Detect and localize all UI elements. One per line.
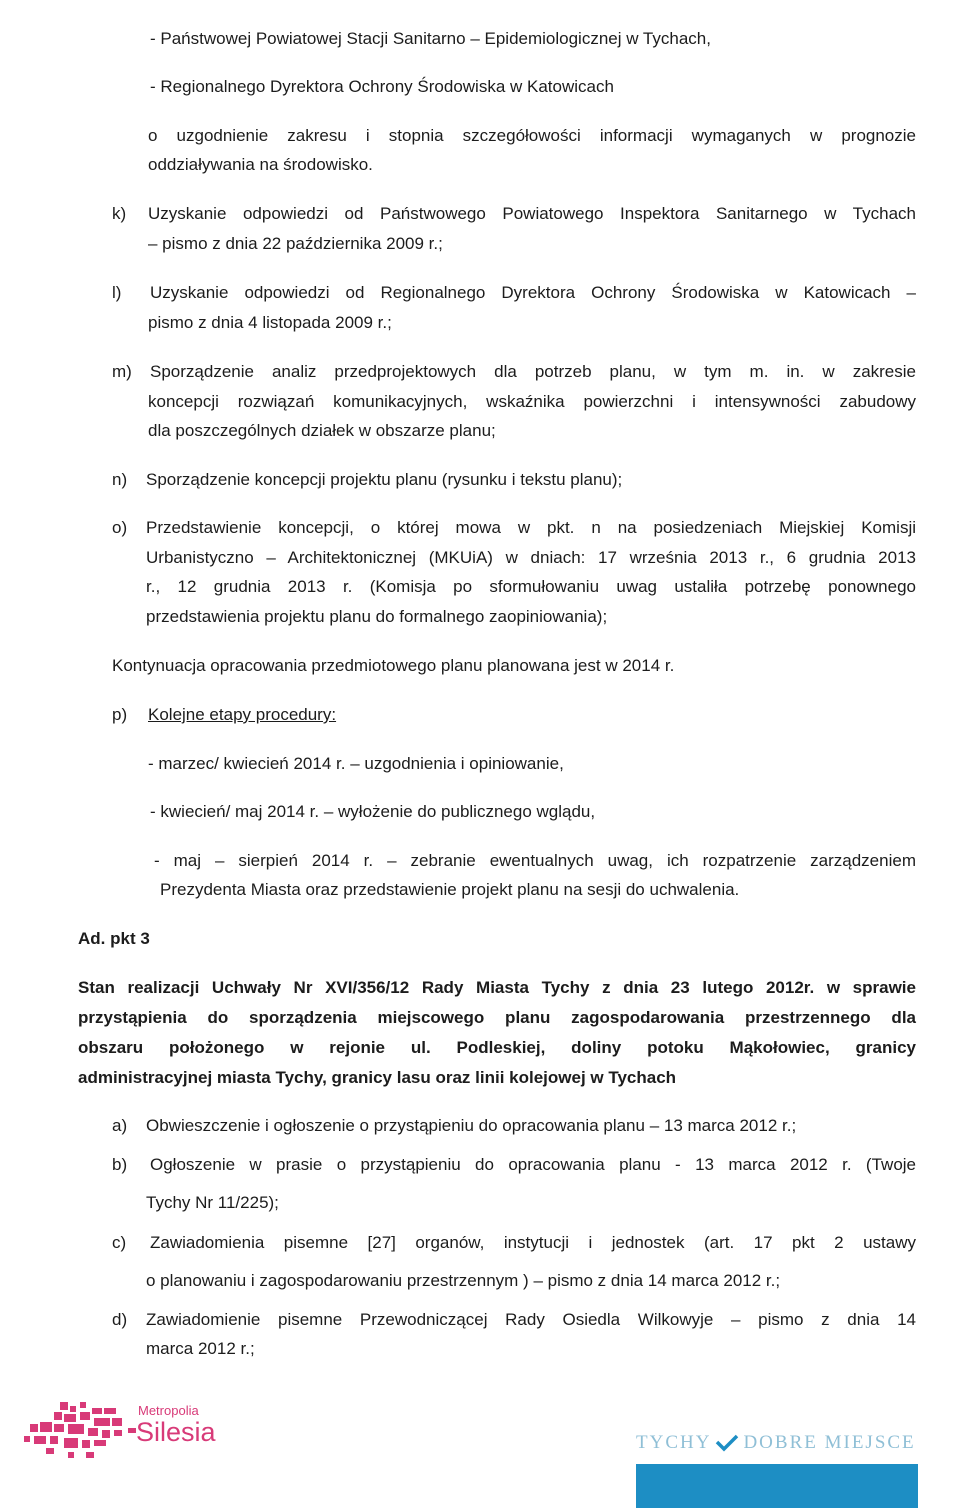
item-label: k) <box>112 204 127 223</box>
item-text: koncepcji rozwiązań komunikacyjnych, wskaźnika powierzchni i intensywności zabudowy <box>148 392 916 411</box>
continuation-text: Kontynuacja opracowania przedmiotowego planu planowana jest w 2014 r. <box>112 656 675 675</box>
item-text: Zawiadomienia pisemne [27] organów, instytucji i jednostek (art. 17 pkt 2 ustawy <box>150 1233 916 1252</box>
item-label: o) <box>112 518 128 537</box>
item-label: c) <box>112 1233 127 1252</box>
item-text: r., 12 grudnia 2013 r. (Komisja po sformułowaniu uwag ustaliła potrzebę ponownego <box>146 577 916 596</box>
logo-blue-bar <box>636 1464 918 1508</box>
logo-text-tychy: TYCHY <box>636 1432 712 1453</box>
procedure-step: - kwiecień/ maj 2014 r. – wyłożenie do publicznego wglądu, <box>150 802 596 821</box>
item-text: Tychy Nr 11/225); <box>146 1193 279 1212</box>
item-text: Przedstawienie koncepcji, o której mowa w pkt. n na posiedzeniach Miejskiej Komisji <box>146 518 916 537</box>
item-text: Obwieszczenie i ogłoszenie o przystąpieniu do opracowania planu – 13 marca 2012 r.; <box>146 1116 797 1135</box>
section-para-line: obszaru położonego w rejonie ul. Podleskiej, doliny potoku Mąkołowiec, granicy <box>78 1038 916 1057</box>
section-para-line: Stan realizacji Uchwały Nr XVI/356/12 Rady Miasta Tychy z dnia 23 lutego 2012r. w sprawie <box>78 978 916 997</box>
tychy-dobre-miejsce-logo <box>636 1428 918 1508</box>
item-text: – pismo z dnia 22 października 2009 r.; <box>148 234 443 253</box>
pixel-mosaic-icon <box>24 1398 136 1468</box>
item-text: Sporządzenie koncepcji projektu planu (rysunku i tekstu planu); <box>146 470 623 489</box>
item-text: Urbanistyczno – Architektonicznej (MKUiA) w dniach: 17 września 2013 r., 6 grudnia 2013 <box>146 548 916 567</box>
section-para-line: przystąpienia do sporządzenia miejscowego planu zagospodarowania przestrzennego dla <box>78 1008 916 1027</box>
item-label: p) <box>112 705 128 724</box>
text-line: o uzgodnienie zakresu i stopnia szczegółowości informacji wymaganych w prognozie <box>148 126 916 145</box>
text-line: - Państwowej Powiatowej Stacji Sanitarno – Epidemiologicznej w Tychach, <box>150 29 711 48</box>
item-text: Sporządzenie analiz przedprojektowych dla potrzeb planu, w tym m. in. w zakresie <box>150 362 916 381</box>
item-text: przedstawienia projektu planu do formalnego zaopiniowania); <box>146 607 608 626</box>
metropolia-silesia-logo <box>24 1398 224 1468</box>
logo-text-dobre-miejsce: DOBRE MIEJSCE <box>743 1432 916 1453</box>
procedure-step: - marzec/ kwiecień 2014 r. – uzgodnienia i opiniowanie, <box>148 754 564 773</box>
text-line: - Regionalnego Dyrektora Ochrony Środowiska w Katowicach <box>150 77 614 96</box>
procedure-step: - maj – sierpień 2014 r. – zebranie ewentualnych uwag, ich rozpatrzenie zarządzeniem <box>154 851 916 870</box>
item-label: b) <box>112 1155 128 1174</box>
logo-big-text: Silesia <box>136 1417 216 1447</box>
logo-small-text: Metropolia <box>138 1403 199 1418</box>
checkmark-icon <box>715 1434 739 1452</box>
item-label: d) <box>112 1310 128 1329</box>
procedure-heading: Kolejne etapy procedury: <box>148 705 337 724</box>
item-text: Uzyskanie odpowiedzi od Państwowego Powiatowego Inspektora Sanitarnego w Tychach <box>148 204 916 223</box>
item-label: n) <box>112 470 128 489</box>
item-text: marca 2012 r.; <box>146 1339 255 1358</box>
procedure-step: Prezydenta Miasta oraz przedstawienie projekt planu na sesji do uchwalenia. <box>160 880 740 899</box>
item-text: pismo z dnia 4 listopada 2009 r.; <box>148 313 392 332</box>
section-heading: Ad. pkt 3 <box>78 929 150 948</box>
item-text: Uzyskanie odpowiedzi od Regionalnego Dyrektora Ochrony Środowiska w Katowicach – <box>150 283 916 302</box>
item-label: l) <box>112 283 122 302</box>
item-text: Zawiadomienie pisemne Przewodniczącej Rady Osiedla Wilkowyje – pismo z dnia 14 <box>146 1310 916 1329</box>
item-label: a) <box>112 1116 128 1135</box>
item-text: o planowaniu i zagospodarowaniu przestrzennym ) – pismo z dnia 14 marca 2012 r.; <box>146 1271 781 1290</box>
section-para-line: administracyjnej miasta Tychy, granicy lasu oraz linii kolejowej w Tychach <box>78 1068 677 1087</box>
item-text: Ogłoszenie w prasie o przystąpieniu do opracowania planu - 13 marca 2012 r. (Twoje <box>150 1155 916 1174</box>
text-line: oddziaływania na środowisko. <box>148 155 373 174</box>
item-text: dla poszczególnych działek w obszarze planu; <box>148 421 496 440</box>
item-label: m) <box>112 362 132 381</box>
